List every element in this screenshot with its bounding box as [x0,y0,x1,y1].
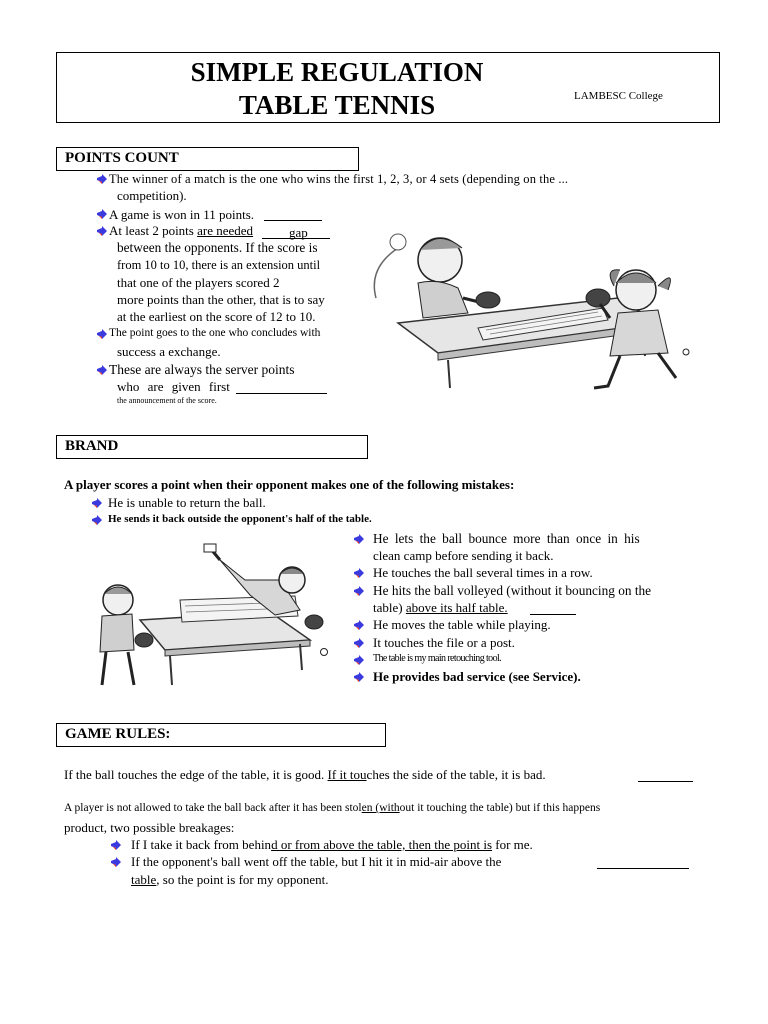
bullet-icon [353,637,365,649]
college-name: LAMBESC College [574,90,663,102]
fill-blank-line [638,781,693,782]
title-box [56,52,720,123]
brand-mistake-8: The table is my main retouching tool. [373,653,502,664]
points-bullet-4-line-1: The point goes to the one who concludes with [109,327,321,339]
fill-blank-line [530,614,576,615]
game-rules-paragraph-2-line-2: product, two possible breakages: [64,820,235,835]
bullet-icon [96,328,108,340]
brand-mistake-3-line-2: clean camp before sending it back. [373,548,554,563]
bullet-icon [91,497,103,509]
gap-answer: gap [289,225,308,240]
bullet-icon [353,585,365,597]
points-bullet-2: A game is won in 11 points. [109,207,255,222]
brand-mistake-5-line-2: table) above its half table. [373,600,508,615]
bullet-icon [96,364,108,376]
bullet-icon [353,533,365,545]
fill-blank-line [262,238,330,239]
brand-mistake-4: He touches the ball several times in a row. [373,565,593,580]
table-tennis-players-illustration [358,228,702,408]
bullet-icon [96,225,108,237]
bullet-icon [353,671,365,683]
game-rules-case-2-line-2: table, so the point is for my opponent. [131,872,329,887]
bullet-icon [353,654,365,666]
game-rules-case-1: If I take it back from behind or from above the table, then the point is for me. [131,837,533,852]
points-bullet-3-line-4: that one of the players scored 2 [117,275,280,290]
game-rules-paragraph-1: If the ball touches the edge of the table, it is good. If it touches the side of the table, it is bad. [64,767,546,782]
points-bullet-1-line-2: competition). [117,188,187,203]
bullet-icon [96,208,108,220]
section-heading-brand: BRAND [56,435,368,459]
bullet-icon [353,619,365,631]
bullet-icon [91,514,103,526]
title-line-2: TABLE TENNIS [238,90,436,120]
brand-intro: A player scores a point when their opponent makes one of the following mistakes: [64,477,515,492]
section-heading-game-rules: GAME RULES: [56,723,386,747]
fill-blank-line [236,393,327,394]
bullet-icon [110,856,122,868]
points-bullet-3-line-5: more points than the other, that is to say [117,292,325,307]
volley-players-illustration [70,540,340,700]
title-line-1: SIMPLE REGULATION [190,57,484,87]
points-bullet-5-line-2: who are given first [117,379,230,394]
points-bullet-3-line-2: between the opponents. If the score is [117,240,318,255]
brand-mistake-5-line-1: He hits the ball volleyed (without it bouncing on the [373,583,652,598]
points-bullet-3-line-1: At least 2 points are needed [109,223,254,238]
brand-mistake-3-line-1: He lets the ball bounce more than once in his [373,531,640,546]
brand-mistake-7: It touches the file or a post. [373,635,515,650]
fill-blank-line [597,868,689,869]
points-bullet-5-line-1: These are always the server points [109,362,295,377]
points-bullet-1-line-1: The winner of a match is the one who wins the first 1, 2, 3, or 4 sets (depending on the ... [109,172,569,186]
brand-mistake-9: He provides bad service (see Service). [373,669,581,684]
bullet-icon [110,839,122,851]
fill-blank-line [264,220,322,221]
brand-mistake-1: He is unable to return the ball. [108,495,266,510]
game-rules-case-2-line-1: If the opponent's ball went off the table, but I hit it in mid-air above the [131,854,502,869]
game-rules-paragraph-2-line-1: A player is not allowed to take the ball back after it has been stolen (without it touching the table) but if this happens [64,802,601,814]
brand-mistake-6: He moves the table while playing. [373,617,551,632]
points-bullet-5-line-3: the announcement of the score. [117,396,217,405]
section-heading-points-count: POINTS COUNT [56,147,359,171]
brand-mistake-2: He sends it back outside the opponent's half of the table. [108,513,372,525]
points-bullet-3-line-6: at the earliest on the score of 12 to 10. [117,309,316,324]
bullet-icon [96,173,108,185]
points-bullet-3-line-3: from 10 to 10, there is an extension until [117,258,321,272]
points-bullet-4-line-2: success a exchange. [117,344,221,359]
bullet-icon [353,567,365,579]
